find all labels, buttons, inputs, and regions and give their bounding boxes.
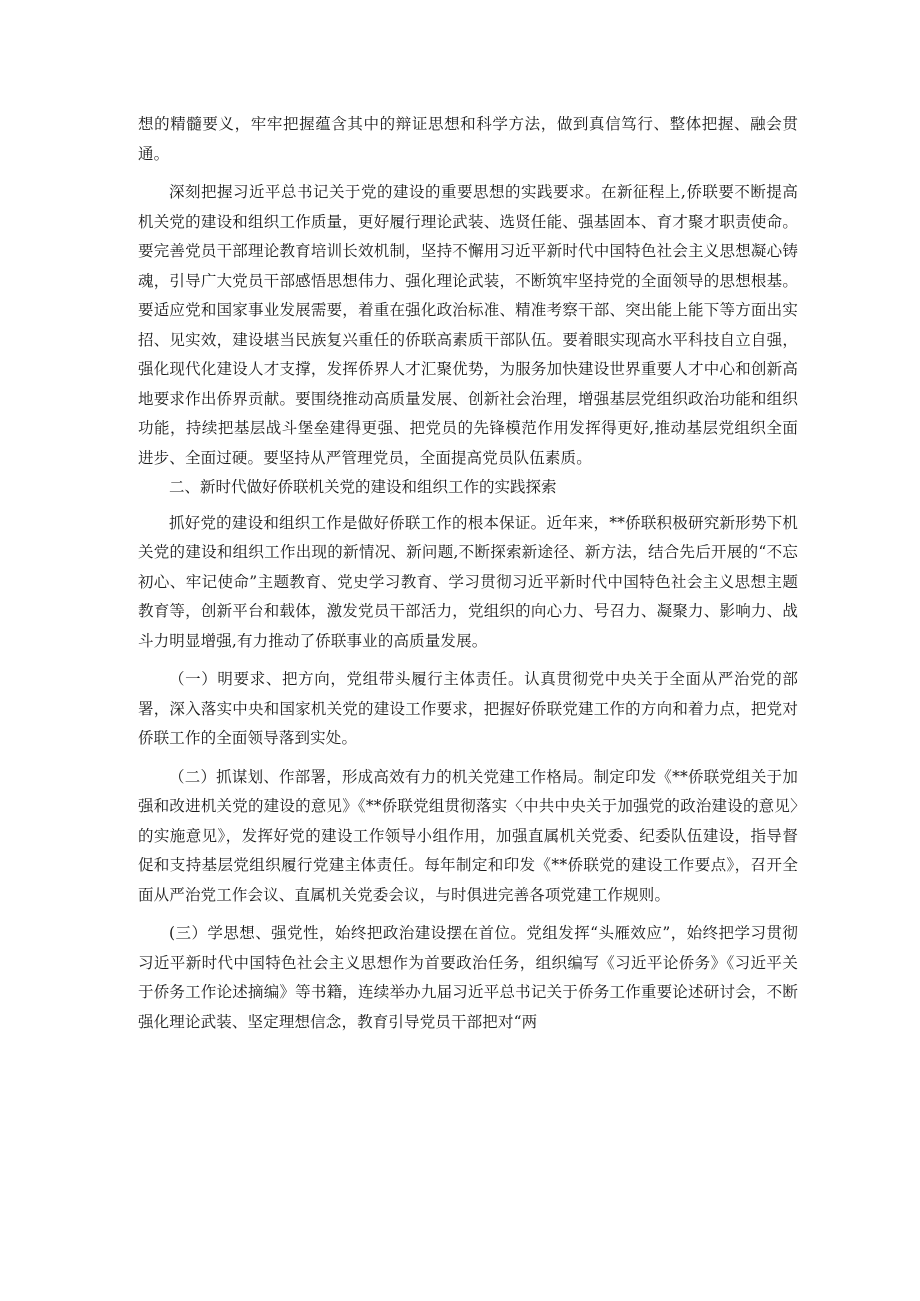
paragraph-item-two: （二）抓谋划、作部署，形成高效有力的机关党建工作格局。制定印发《**侨联党组关于加强和改进机关党的建设的意见》《**侨联党组贯彻落实〈中共中央关于加强党的政治建设的意见〉的实施意见》，发挥好党的建设工作领导小组作用，加强直属机关党委、纪委队伍建设，指导督促和支持基层党组织履行党建主体责任。每年制定和印发《**侨联党的建设工作要点》，召开全面从严治党工作会议、直属机关党委会议，与时俱进完善各项党建工作规则。 [138,767,798,904]
section-heading-two: 二、新时代做好侨联机关党的建设和组织工作的实践探索 [169,478,557,496]
paragraph-item-three: (三）学思想、强党性，始终把政治建设摆在首位。党组发挥“头雁效应”，始终把学习贯彻习近平新时代中国特色社会主义思想作为首要政治任务，组织编写《习近平论侨务》《习近平关于侨务工作论述摘编》等书籍，连续举办九届习近平总书记关于侨务工作重要论述研讨会，不断强化理论武装、坚定理想信念，教育引导党员干部把对“两 [138,924,798,1031]
paragraph-practice-requirements: 深刻把握习近平总书记关于党的建设的重要思想的实践要求。在新征程上,侨联要不断提高机关党的建设和组织工作质量，更好履行理论武装、选贤任能、强基固本、育才聚才职责使命。要完善党员干部理论教育培训长效机制，坚持不懈用习近平新时代中国特色社会主义思想凝心铸魂，引导广大党员干部感悟思想伟力、强化理论武装，不断筑牢坚持党的全面领导的思想根基。要适应党和国家事业发展需要，着重在强化政治标准、精准考察干部、突出能上能下等方面出实招、见实效，建设堪当民族复兴重任的侨联高素质干部队伍。要着眼实现高水平科技自立自强，强化现代化建设人才支撑，发挥侨界人才汇聚优势，为服务加快建设世界重要人才中心和创新高地要求作出侨界贡献。要围绕推动高质量发展、创新社会治理，增强基层党组织政治功能和组织功能，持续把基层战斗堡垒建得更强、把党员的先锋模范作用发挥得更好,推动基层党组织全面进步、全面过硬。要坚持从严管理党员，全面提高党员队伍素质。 [138,183,798,467]
paragraph-continuation: 想的精髓要义，牢牢把握蕴含其中的辩证思想和科学方法，做到真信笃行、整体把握、融会贯通。 [138,115,798,163]
paragraph-practice-intro: 抓好党的建设和组织工作是做好侨联工作的根本保证。近年来，**侨联积极研究新形势下机关党的建设和组织工作出现的新情况、新问题,不断探索新途径、新方法，结合先后开展的“不忘初心、牢记使命”主题教育、党史学习教育、学习贯彻习近平新时代中国特色社会主义思想主题教育等，创新平台和载体，激发党员干部活力，党组织的向心力、号召力、凝聚力、影响力、战斗力明显增强,有力推动了侨联事业的高质量发展。 [138,513,798,650]
paragraph-item-one: （一）明要求、把方向，党组带头履行主体责任。认真贯彻党中央关于全面从严治党的部署，深入落实中央和国家机关党的建设工作要求，把握好侨联党建工作的方向和着力点，把党对侨联工作的全面领导落到实处。 [138,670,798,747]
document-body [138,110,798,1037]
